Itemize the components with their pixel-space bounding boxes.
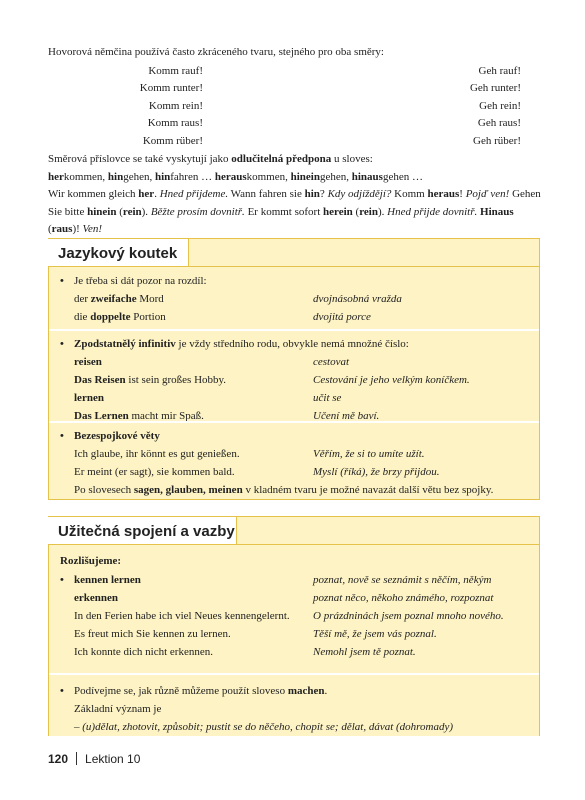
- section-title: Užitečná spojení a vazby: [48, 516, 236, 544]
- note-block: • Je třeba si dát pozor na rozdíl: der zweifache Mord dvojnásobná vražda die doppelte Portion dvojitá porce: [49, 267, 539, 327]
- footer-divider: [76, 752, 77, 765]
- note-block: • Bezespojkové věty Ich glaube, ihr könnt es gut genießen. Věřím, že si to umíte užít. Er meint (er sagt), sie kommen bald. Myslí (říká), že brzy přijdou. Po slovesech sagen, glauben, meinen v kladném tvaru je možné navazát další větu bez spojky.: [49, 421, 539, 501]
- example-row: Das Lernen macht mir Spaß. Učení mě baví.: [74, 410, 380, 422]
- command-pair: Komm rüber! Geh rüber!: [142, 134, 521, 147]
- section-title: Jazykový koutek: [48, 238, 188, 266]
- example-row: Er meint (er sagt), sie kommen bald. Myslí (říká), že brzy přijdou.: [74, 466, 440, 478]
- section-header-uzitecna-spojeni: [48, 516, 540, 544]
- example-row: Ich glaube, ihr könnt es gut genießen. Věřím, že si to umíte užít.: [74, 448, 425, 460]
- command-pair: Komm runter! Geh runter!: [139, 82, 521, 94]
- example-row: Es freut mich Sie kennen zu lernen. Těší mě, že jsem vás poznal.: [74, 628, 437, 640]
- section-header-bar: [188, 238, 540, 266]
- example-row: In den Ferien habe ich viel Neues kennengelernt. O prázdninách jsem poznal mnoho nového.: [74, 610, 504, 622]
- command-pairs: [48, 63, 548, 151]
- example-row: Po slovesech sagen, glauben, meinen v kladném tvaru je možné navazát další větu bez spojky.: [74, 484, 494, 496]
- example-row: lernen učit se: [74, 392, 342, 404]
- note-block: • Podívejme se, jak různě můžeme použít sloveso machen. Základní význam je – (u)dělat, zhotovit, způsobit; pustit se do něčeho, chopit se; dělat, dávat (dohromady): [49, 673, 539, 739]
- page-number: 120: [48, 752, 69, 766]
- example-row: erkennen poznat něco, někoho známého, rozpoznat: [74, 592, 494, 604]
- example-row: die doppelte Portion dvojitá porce: [74, 311, 371, 323]
- example-row: Das Reisen ist sein großes Hobby. Cestování je jeho velkým koníčkem.: [74, 374, 470, 386]
- command-pair: Komm raus! Geh raus!: [147, 117, 521, 129]
- bullet-icon: •: [60, 338, 64, 350]
- example-row: reisen cestovat: [74, 356, 350, 368]
- note-block: Rozlišujeme: • kennen lernen poznat, nově se seznámit s něčím, někým erkennen poznat něco, někoho známého, rozpoznat In den Ferien habe ich viel Neues kennengelernt. O prázdninách jsem poznal mnoho nového. Es freut mich Sie kennen zu lernen. Těší mě, že jsem vás poznal. Ich konnte dich nicht erkennen. Nemohl jsem tě poznat.: [49, 545, 539, 669]
- bullet-icon: •: [60, 685, 64, 697]
- section-box-jazykovy-koutek: [48, 266, 540, 500]
- intro-line: Směrová příslovce se také vyskytují jako odlučitelná předpona u sloves:: [48, 153, 373, 165]
- example-row: der zweifache Mord dvojnásobná vražda: [74, 293, 402, 305]
- lesson-label: Lektion 10: [85, 752, 141, 766]
- note-block: • Zpodstatnělý infinitiv je vždy středního rodu, obvykle nemá množné číslo: reisen cestovat Das Reisen ist sein großes Hobby. Cestování je jeho velkým koníčkem. lernen učit se Das Lernen macht mir Spaß. Učení mě baví.: [49, 329, 539, 421]
- example-row: Ich konnte dich nicht erkennen. Nemohl jsem tě poznat.: [74, 646, 416, 658]
- section-header-jazykovy-koutek: [48, 238, 540, 266]
- bullet-icon: •: [60, 430, 64, 442]
- bullet-icon: •: [60, 275, 64, 287]
- intro-verbs: herkommen, hingehen, hinfahren … herauskommen, hineingehen, hinausgehen …: [48, 170, 423, 183]
- intro-line: Hovorová němčina používá často zkráceného tvaru, stejného pro oba směry:: [48, 46, 384, 58]
- command-pair: Komm rauf! Geh rauf!: [148, 64, 521, 77]
- bullet-icon: •: [60, 574, 64, 586]
- intro-text: [48, 44, 548, 239]
- example-row: • kennen lernen poznat, nově se seznámit s něčím, někým: [49, 572, 539, 589]
- intro-examples: Wir kommen gleich her. Hned přijdeme. Wann fahren sie hin? Kdy odjíždějí? Komm heraus! Pojď ven! Gehen Sie bitte hinein (rein). Běžte prosím dovnitř. Er kommt sofort herein (rein). Hned přijde dovnitř. Hinaus (raus)! Ven!: [48, 188, 541, 235]
- page-footer: [48, 752, 140, 766]
- command-pair: Komm rein! Geh rein!: [148, 99, 521, 112]
- section-box-uzitecna-spojeni: [48, 544, 540, 736]
- section-header-bar: [236, 516, 540, 544]
